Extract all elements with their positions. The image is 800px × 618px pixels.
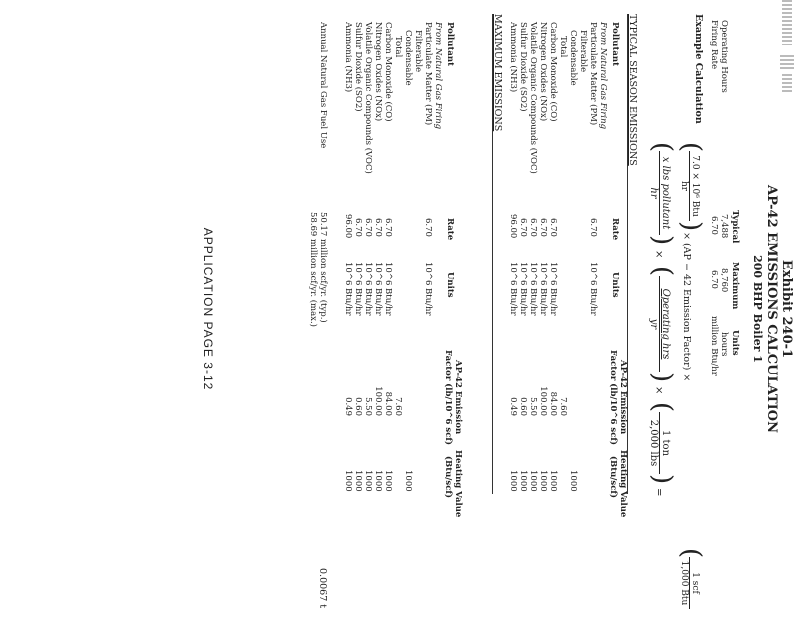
- col-units: Units: [730, 330, 740, 356]
- fuel-use-label: Annual Natural Gas Fuel Use: [318, 22, 328, 149]
- table-row-label: Nitrogen Oxides (NOx): [538, 22, 548, 122]
- table-row-hv: 1000: [383, 470, 393, 492]
- table-row-hv: 1000: [508, 470, 518, 492]
- table-row-rate: 6.70: [363, 218, 373, 237]
- formula-emission-factor: × (AP − 42 Emission Factor) ×: [681, 232, 692, 382]
- table-row-hv: 1000: [538, 470, 548, 492]
- operating-hours-label: Operating Hours: [719, 20, 729, 93]
- table-row-rate: 6.70: [373, 218, 383, 237]
- formula-fraction-4: [648, 276, 671, 372]
- table-row-rate: 96.00: [343, 214, 353, 239]
- table-row-hv: 1000: [528, 470, 538, 492]
- maximum-total: Total: [393, 36, 403, 58]
- operating-hours-typical: 7,488: [719, 214, 729, 239]
- fraction-2-numerator: 1 scf: [689, 557, 700, 609]
- fraction-3-numerator: x lbs pollutant: [659, 151, 671, 235]
- firing-rate-label: Firing Rate: [709, 20, 719, 70]
- formula-paren: ): [647, 372, 677, 383]
- table-row-factor: 100.00: [373, 386, 383, 416]
- typical-pm-units: 10^6 Btu/hr: [588, 262, 598, 316]
- maximum-pm-label: Particulate Matter (PM): [423, 22, 433, 126]
- table-row-hv: 1000: [373, 470, 383, 492]
- table-row-label: Carbon Monoxide (CO): [548, 22, 558, 122]
- table-row-rate: 6.70: [548, 218, 558, 237]
- formula-paren: (: [647, 402, 677, 413]
- table-row-label: Sulfur Dioxide (SO2): [518, 22, 528, 112]
- firing-rate-typical: 6.70: [709, 216, 719, 235]
- formula-fraction-2: [679, 557, 700, 609]
- table-row-factor: 0.60: [353, 397, 363, 416]
- maximum-col-units: Units: [445, 272, 455, 298]
- table-row-label: Ammonia (NH3): [343, 22, 353, 93]
- table-row-label: Carbon Monoxide (CO): [383, 22, 393, 122]
- exhibit-number: Exhibit 240-1: [779, 259, 794, 359]
- table-row-units: 10^6 Btu/hr: [528, 262, 538, 316]
- maximum-col-factor-units: Factor (lb/10^6 scf): [443, 350, 453, 446]
- table-row-hv: 1000: [353, 470, 363, 492]
- operating-hours-maximum: 8,760: [719, 268, 729, 293]
- table-row-factor: 100.00: [538, 386, 548, 416]
- typical-filterable: Filterable: [578, 30, 588, 73]
- typical-col-factor-units: Factor (lb/10^6 scf): [608, 350, 618, 446]
- table-row-rate: 6.70: [383, 218, 393, 237]
- table-row-factor: 5.50: [528, 397, 538, 416]
- table-row-label: Volatile Organic Compounds (VOC): [528, 22, 538, 174]
- formula-paren: ): [676, 221, 706, 232]
- table-row-factor: 84.00: [383, 391, 393, 416]
- typical-total: Total: [558, 36, 568, 58]
- typical-pm-rate: 6.70: [588, 218, 598, 237]
- formula-paren: (: [676, 548, 706, 559]
- maximum-filterable: Filterable: [413, 30, 423, 73]
- fraction-1-numerator: 7.0 × 10⁶ Btu: [689, 151, 700, 221]
- calculation-result: 0.0067 t: [317, 568, 328, 609]
- operating-hours-units: hours: [719, 332, 729, 357]
- table-row-factor: 5.50: [363, 397, 373, 416]
- col-typical: Typical: [730, 210, 740, 244]
- typical-col-units: Units: [610, 272, 620, 298]
- table-row-units: 10^6 Btu/hr: [373, 262, 383, 316]
- table-row-units: 10^6 Btu/hr: [508, 262, 518, 316]
- formula-equals: =: [653, 488, 664, 497]
- table-row-hv: 1000: [343, 470, 353, 492]
- fraction-5-denominator: 2,000 lbs: [648, 419, 659, 467]
- formula-fraction-3: [648, 151, 671, 235]
- maximum-col-heating-value: Heating Value: [453, 450, 463, 518]
- maximum-condensable: Condensable: [403, 30, 413, 86]
- fraction-4-numerator: Operating hrs: [659, 276, 671, 372]
- table-row-rate: 6.70: [528, 218, 538, 237]
- table-row-hv: 1000: [363, 470, 373, 492]
- typical-heading: TYPICAL SEASON EMISSIONS: [627, 14, 638, 166]
- firing-rate-units: million Btu/hr: [709, 316, 719, 376]
- table-row-factor: 0.49: [343, 397, 353, 416]
- maximum-total-factor: 7.60: [393, 397, 403, 416]
- maximum-pm-units: 10^6 Btu/hr: [423, 262, 433, 316]
- table-row-units: 10^6 Btu/hr: [353, 262, 363, 316]
- page-footer: APPLICATION PAGE 3-12: [201, 227, 215, 391]
- page-title: AP-42 EMISSIONS CALCULATION: [764, 185, 779, 433]
- table-row-label: Sulfur Dioxide (SO2): [353, 22, 363, 112]
- fuel-use-maximum: 58.69 million scf/yr. (max.): [308, 212, 318, 327]
- maximum-col-factor: AP-42 Emission: [453, 360, 463, 435]
- maximum-heading: MAXIMUM EMISSIONS: [492, 14, 503, 132]
- formula-times: ×: [653, 386, 664, 395]
- table-row-units: 10^6 Btu/hr: [548, 262, 558, 316]
- fraction-1-denominator: hr: [679, 180, 689, 192]
- typical-col-heating-value: Heating Value: [618, 450, 628, 518]
- maximum-subhead: From Natural Gas Firing: [433, 22, 443, 130]
- typical-total-hv: 1000: [568, 470, 578, 492]
- maximum-col-pollutant: Pollutant: [445, 22, 455, 67]
- col-maximum: Maximum: [730, 262, 740, 310]
- formula-paren: (: [676, 142, 706, 153]
- typical-condensable: Condensable: [568, 30, 578, 86]
- formula-fraction-1: [679, 151, 700, 221]
- example-calc-heading: Example Calculation: [693, 14, 704, 124]
- maximum-pm-rate: 6.70: [423, 218, 433, 237]
- table-row-units: 10^6 Btu/hr: [383, 262, 393, 316]
- formula-times: ×: [653, 250, 664, 259]
- firing-rate-maximum: 6.70: [709, 270, 719, 289]
- formula-paren: ): [647, 235, 677, 246]
- typical-col-pollutant: Pollutant: [610, 22, 620, 67]
- table-row-hv: 1000: [518, 470, 528, 492]
- table-row-units: 10^6 Btu/hr: [518, 262, 528, 316]
- table-row-rate: 6.70: [538, 218, 548, 237]
- typical-col-heating-units: (Btu/scf): [608, 456, 618, 499]
- table-row-units: 10^6 Btu/hr: [363, 262, 373, 316]
- typical-total-factor: 7.60: [558, 397, 568, 416]
- maximum-total-hv: 1000: [403, 470, 413, 492]
- maximum-col-heating-units: (Btu/scf): [443, 456, 453, 499]
- formula-paren: (: [647, 142, 677, 153]
- fraction-5-numerator: 1 ton: [659, 412, 671, 474]
- table-row-rate: 96.00: [508, 214, 518, 239]
- typical-col-factor: AP-42 Emission: [618, 360, 628, 435]
- table-row-label: Nitrogen Oxides (NOx): [373, 22, 383, 122]
- formula-fraction-5: [648, 412, 671, 474]
- typical-col-rate: Rate: [610, 218, 620, 241]
- table-row-factor: 0.49: [508, 397, 518, 416]
- fraction-4-denominator: yr: [648, 318, 659, 330]
- table-row-units: 10^6 Btu/hr: [538, 262, 548, 316]
- maximum-col-rate: Rate: [445, 218, 455, 241]
- typical-pm-label: Particulate Matter (PM): [588, 22, 598, 126]
- formula-paren: ): [647, 474, 677, 485]
- table-row-label: Volatile Organic Compounds (VOC): [363, 22, 373, 174]
- table-row-rate: 6.70: [353, 218, 363, 237]
- table-row-label: Ammonia (NH3): [508, 22, 518, 93]
- typical-subhead: From Natural Gas Firing: [598, 22, 608, 130]
- table-row-factor: 0.60: [518, 397, 528, 416]
- fraction-3-denominator: hr: [648, 187, 659, 199]
- page-subtitle: 200 BHP Boiler 1: [751, 255, 764, 363]
- table-row-rate: 6.70: [518, 218, 528, 237]
- formula-paren: (: [647, 266, 677, 277]
- table-row-units: 10^6 Btu/hr: [343, 262, 353, 316]
- fraction-2-denominator: 1,000 Btu: [679, 560, 689, 606]
- fuel-use-typical: 50.17 million scf/yr. (typ.): [318, 212, 328, 323]
- table-row-factor: 84.00: [548, 391, 558, 416]
- table-row-hv: 1000: [548, 470, 558, 492]
